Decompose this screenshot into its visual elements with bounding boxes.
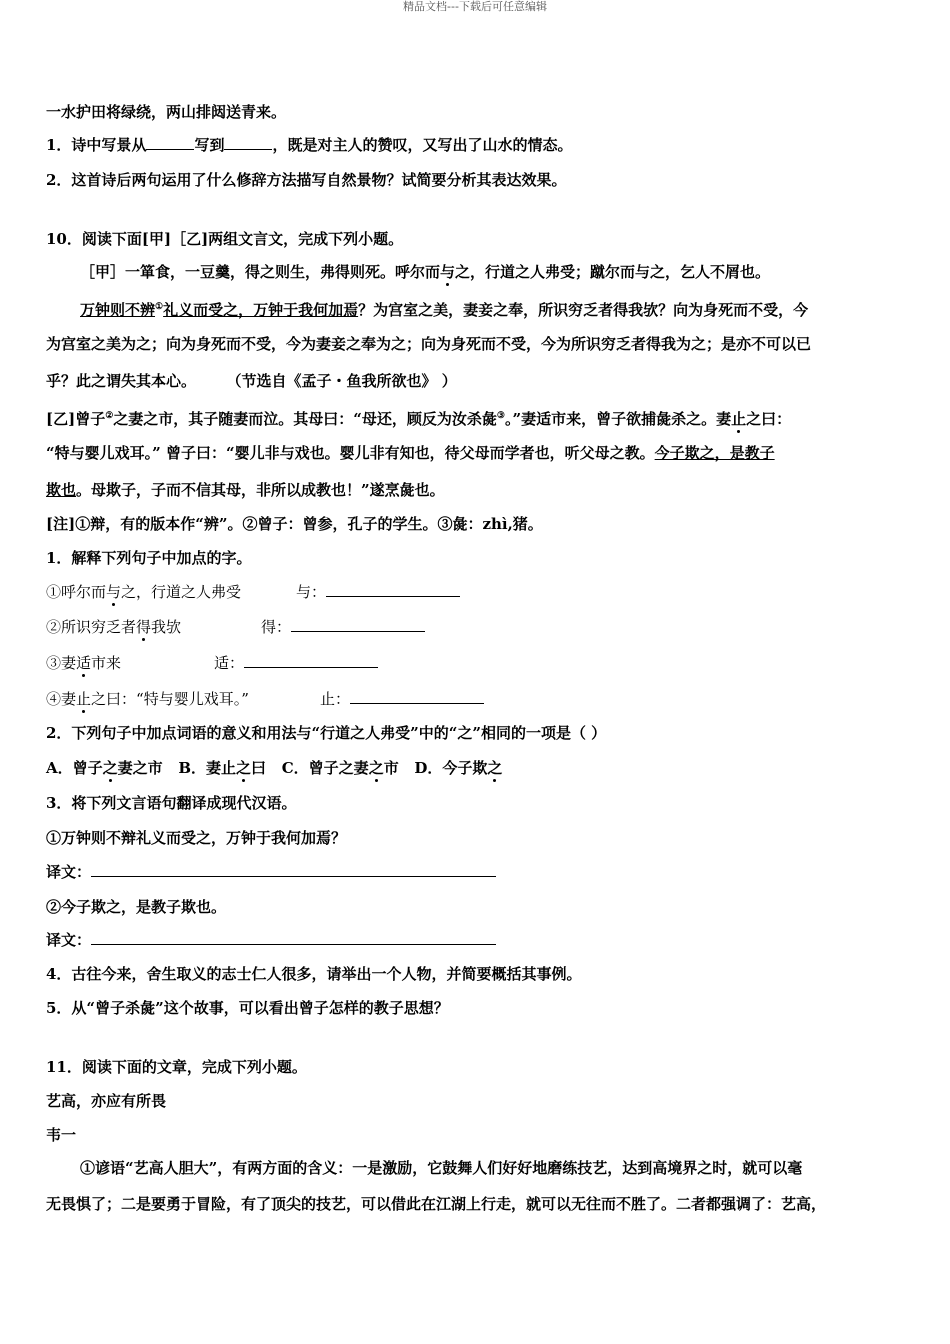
sub-question-1-item: ①呼尔而与之，行道之人弗受 与： <box>46 581 460 603</box>
sub-question-5: 5．从“曾子杀彘”这个故事，可以看出曾子怎样的教子思想？ <box>46 999 449 1017</box>
passage-jia-line-4: 乎？此之谓失其本心。 （节选自《孟子・鱼我所欲也》 ） <box>46 372 457 390</box>
option-a[interactable]: A．曾子之妻之市 <box>46 759 163 777</box>
sub-question-3-title: 3．将下列文言语句翻译成现代汉语。 <box>46 794 297 812</box>
article-title: 艺高，亦应有所畏 <box>46 1092 167 1110</box>
sub-question-1-title: 1．解释下列句子中加点的字。 <box>46 549 252 567</box>
answer-blank[interactable] <box>244 652 378 668</box>
page-header: 精品文档---下载后可任意编辑 <box>403 0 547 13</box>
answer-blank[interactable] <box>146 134 194 150</box>
passage-jia-line-3: 为宫室之美为之；向为身死而不受，今为妻妾之奉为之；向为身死而不受，今为所识穷乏者得我为之；是亦不可以已 <box>46 335 812 353</box>
article-paragraph-1-line-2: 无畏惧了；二是要勇于冒险，有了顶尖的技艺，可以借此在江湖上行走，就可以无往而不胜了。二者都强调了：艺高， <box>46 1195 827 1213</box>
translate-sentence-2: ②今子欺之，是教子欺也。 <box>46 898 227 916</box>
poem-question-1: 1．诗中写景从 写到 ，既是对主人的赞叹，又写出了山水的情态。 <box>46 136 573 154</box>
sub-question-1-item: ②所识穷乏者得我欤 得： <box>46 616 425 638</box>
article-author: 韦一 <box>46 1126 77 1144</box>
answer-blank[interactable] <box>291 616 425 632</box>
sub-question-2-options <box>46 757 502 779</box>
dotted-char: 与 <box>440 263 456 281</box>
option-d[interactable]: D．今子欺之 <box>414 759 503 777</box>
poem-question-2: 2．这首诗后两句运用了什么修辞方法描写自然景物？试简要分析其表达效果。 <box>46 171 567 189</box>
translation-blank[interactable] <box>91 861 496 877</box>
translate-sentence-1: ①万钟则不辩礼义而受之，万钟于我何加焉？ <box>46 829 347 847</box>
article-paragraph-1-line-1: ①谚语“艺高人胆大”，有两方面的含义：一是激励，它鼓舞人们好好地磨练技艺，达到高境界之时，就可以毫 <box>80 1159 803 1177</box>
sub-question-4: 4．古往今来，舍生取义的志士仁人很多，请举出一个人物，并简要概括其事例。 <box>46 965 582 983</box>
passage-jia-line-1: ［甲］一箪食，一豆羹，得之则生，弗得则死。呼尔而与之，行道之人弗受；蹴尔而与之，乞人不屑也。 <box>80 263 771 281</box>
translation-line-2: 译文： <box>46 929 496 951</box>
question-10-title: 10．阅读下面[甲]［乙]两组文言文，完成下列小题。 <box>46 230 404 248</box>
answer-blank[interactable] <box>224 134 272 150</box>
sub-question-2-title: 2．下列句子中加点词语的意义和用法与“行道之人弗受”中的“之”相同的一项是（ ） <box>46 724 607 742</box>
passage-yi-line-1: [乙]曾子②之妻之市，其子随妻而泣。其母曰：“母还，顾反为汝杀彘③。”妻适市来，曾子欲捕彘杀之。妻止之曰： <box>46 410 792 428</box>
annotation-notes: [注]①辩，有的版本作“辨”。②曾子：曾参，孔子的学生。③彘：zhì,猪。 <box>46 515 543 533</box>
passage-yi-line-3: 欺也。母欺子，子而不信其母，非所以成教也！”遂烹彘也。 <box>46 481 445 499</box>
poem-line: 一水护田将绿绕，两山排闼送青来。 <box>46 103 287 121</box>
option-c[interactable]: C．曾子之妻之市 <box>281 759 399 777</box>
passage-yi-line-2: “特与婴儿戏耳。” 曾子曰：“婴儿非与戏也。婴儿非有知也，待父母而学者也，听父母之教。今子欺之，是教子 <box>46 444 775 462</box>
sub-question-1-item: ④妻止之曰：“特与婴儿戏耳。” 止： <box>46 688 484 710</box>
answer-blank[interactable] <box>350 688 484 704</box>
answer-blank[interactable] <box>326 581 460 597</box>
option-b[interactable]: B．妻止之曰 <box>178 759 267 777</box>
question-11-title: 11．阅读下面的文章，完成下列小题。 <box>46 1058 307 1076</box>
passage-jia-line-2: 万钟则不辨①礼义而受之，万钟于我何加焉？为宫室之美，妻妾之奉，所识穷乏者得我欤？向为身死而不受，今 <box>80 301 809 319</box>
translation-line-1: 译文： <box>46 861 496 883</box>
translation-blank[interactable] <box>91 929 496 945</box>
sub-question-1-item: ③妻适市来 适： <box>46 652 378 674</box>
